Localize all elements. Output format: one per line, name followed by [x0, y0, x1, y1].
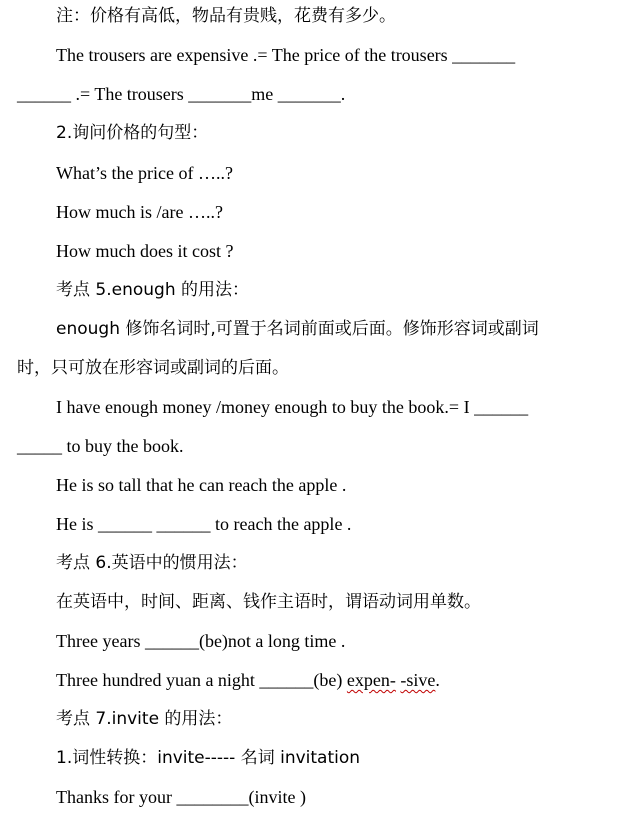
- spellcheck-word: -sive: [400, 670, 436, 690]
- exercise-sentence: He is ______ ______ to reach the apple .: [56, 514, 352, 534]
- example-sentence: He is so tall that he can reach the apple .: [56, 475, 347, 495]
- spellcheck-word: expen-: [346, 670, 396, 690]
- section-heading: 2.询问价格的句型：: [56, 123, 209, 143]
- exercise-sentence: Thanks for your ________(invite ): [56, 787, 306, 807]
- explanation-line: enough 修饰名词时,可置于名词前面或后面。修饰形容词或副词: [56, 319, 539, 339]
- example-sentence: The trousers are expensive .= The price of the trousers _______: [56, 45, 516, 65]
- sentence-pattern: How much is /are …..?: [56, 202, 223, 222]
- text-segment: Three hundred yuan a night ______(be): [56, 670, 347, 690]
- note-line: 注：价格有高低，物品有贵贱，花费有多少。: [56, 6, 396, 26]
- example-sentence-continued: _____ to buy the book.: [17, 436, 184, 456]
- section-heading: 考点 5.enough 的用法：: [56, 280, 250, 300]
- example-sentence: I have enough money /money enough to buy the book.= I ______: [56, 397, 529, 417]
- text-segment: .: [435, 670, 440, 690]
- exercise-sentence: [0, 667, 640, 693]
- section-heading: 考点 6.英语中的惯用法：: [56, 553, 248, 573]
- explanation-line: 1.词性转换：invite----- 名词 invitation: [56, 748, 361, 768]
- explanation-line: 在英语中，时间、距离、钱作主语时，谓语动词用单数。: [56, 592, 481, 612]
- explanation-line-continued: 时，只可放在形容词或副词的后面。: [17, 358, 289, 378]
- section-heading: 考点 7.invite 的用法：: [56, 709, 233, 729]
- sentence-pattern: How much does it cost ?: [56, 241, 234, 261]
- exercise-sentence: Three years ______(be)not a long time .: [56, 631, 346, 651]
- example-sentence-continued: ______ .= The trousers _______me _______.: [17, 84, 346, 104]
- sentence-pattern: What’s the price of …..?: [56, 163, 233, 183]
